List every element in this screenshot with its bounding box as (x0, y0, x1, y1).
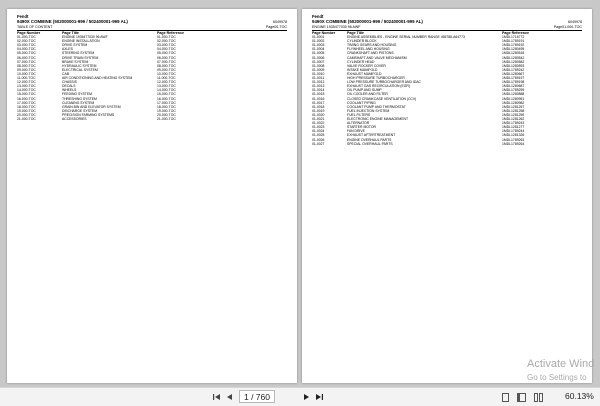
toc-page-reference: 15-000-TOC (157, 92, 176, 97)
col-header-page-number: Page Number (17, 30, 41, 35)
toc-page-number: 20-000-TOC (17, 112, 36, 117)
toc-page-number: 14-000-TOC (17, 88, 36, 93)
col-header-page-reference: Page Reference (157, 30, 184, 35)
toc-page-number: 11-000-TOC (17, 76, 36, 80)
page-brand: Fendt (312, 14, 324, 19)
col-header-page-number: Page Number (312, 30, 336, 35)
toc-page-title[interactable]: DISCHARGE SYSTEM (62, 108, 98, 113)
toc-page-number: 09-000-TOC (17, 67, 36, 72)
toc-page-reference: 1MDL1281326 (502, 133, 525, 138)
pdf-page-right (302, 9, 595, 383)
toc-page-title[interactable]: ENGINE 1935477030 96 AWF (62, 35, 108, 39)
toc-page-title[interactable]: ENGINE INSTALLATION (62, 39, 100, 44)
toc-page-title[interactable]: LOW PRESSURE TURBOCHARGER AND IDAC (347, 80, 421, 85)
page-number-input[interactable]: 1 / 760 (239, 390, 275, 403)
toc-page-number: 01-0001 (312, 35, 325, 39)
toc-page-number: 01-0004 (312, 47, 325, 52)
toc-page-number: 01-0011 (312, 76, 325, 80)
page-brand: Fendt (17, 14, 29, 19)
activation-watermark (527, 358, 594, 384)
toc-page-title[interactable]: ENGINE ASSEMBLIES - ENGINE SERIAL NUMBER RANGE 465788-A64773 (347, 35, 465, 39)
toc-page-number: 01-0019 (312, 108, 325, 113)
toc-page-number: 12-000-TOC (17, 80, 36, 85)
toc-page-number: 01-0008 (312, 63, 325, 68)
toc-page-title[interactable]: ENGINE OVERHAUL PARTS (347, 137, 392, 142)
toc-page-number: 01-0013 (312, 84, 325, 89)
toc-page-reference: 07-000-TOC (157, 59, 176, 64)
single-page-view-icon[interactable] (500, 391, 510, 403)
toc-page-title[interactable]: FEEDING SYSTEM (62, 92, 92, 97)
toc-page-reference: 16-000-TOC (157, 96, 176, 101)
last-page-icon[interactable] (314, 391, 324, 403)
toc-page-reference: 1MDL1789264 (502, 141, 525, 146)
toc-page-number: 01-0021 (312, 117, 325, 121)
toc-page-reference: 1MDL1281257 (502, 104, 525, 109)
toc-page-title[interactable]: CYLINDER HEAD (347, 59, 375, 64)
toc-page-title[interactable]: DECALS (62, 84, 76, 89)
page-subtitle: ENGINE 1935477030 96 AWF (312, 25, 361, 29)
toc-page-title[interactable]: CYLINDER BLOCK (347, 39, 377, 44)
toc-page-title[interactable]: EXHAUST MANIFOLD (347, 71, 382, 76)
toc-page-reference: 1MDL1280542 (502, 55, 525, 60)
toc-page-number: 06-000-TOC (17, 55, 36, 60)
toc-page-reference: 1MDL1789259 (502, 88, 525, 93)
toc-page-reference: 1MDL1280951 (502, 96, 525, 101)
toc-page-title[interactable]: SPECIAL OVERHAUL PARTS (347, 141, 393, 146)
toc-page-reference: 1MDL1716772 (502, 35, 525, 39)
watermark-subtitle: Go to Settings to (527, 373, 587, 382)
toc-page-title[interactable]: DRIVE SYSTEM (62, 43, 88, 48)
toc-page-reference: 1MDL1281262 (502, 117, 525, 121)
toc-page-reference: 04-000-TOC (157, 47, 176, 52)
toc-page-reference: 13-000-TOC (157, 84, 176, 89)
toc-page-title[interactable]: FUEL INJECTION SYSTEM (347, 108, 390, 113)
toc-page-title[interactable]: INTAKE MANIFOLD (347, 67, 378, 72)
col-header-page-title: Page Title (347, 30, 364, 35)
toc-page-reference: 1MDL1789244 (502, 129, 525, 134)
toc-page-title[interactable]: STEERING SYSTEM (62, 51, 95, 56)
toc-page-title[interactable]: THRESHING SYSTEM (62, 96, 97, 101)
toc-page-number: 01-0017 (312, 100, 325, 105)
toc-page-reference: 12-000-TOC (157, 80, 176, 85)
toc-page-number: 02-000-TOC (17, 39, 36, 44)
toc-page-number: 01-0010 (312, 71, 325, 76)
toc-page-title[interactable]: OIL COOLER AND FILTER (347, 92, 388, 97)
toc-page-title[interactable]: CAB (62, 71, 69, 76)
toc-page-number: 01-000-TOC (17, 35, 36, 39)
toc-page-title[interactable]: FAN DRIVE (347, 129, 365, 134)
toc-page-number: 01-0026 (312, 137, 325, 142)
toc-page-number: 01-0025 (312, 133, 325, 138)
toc-page-reference: 1MDL1280982 (502, 100, 525, 105)
toc-page-reference: 1MDL1280667 (502, 71, 525, 76)
toc-page-title[interactable]: EXHAUST GAS RECIRCULATION (EGR) (347, 84, 410, 89)
toc-page-reference: 1MDL1280593 (502, 63, 525, 68)
toc-page-reference: 1MDL1789243 (502, 121, 525, 126)
toc-page-reference: 1MDL1789191 (502, 39, 525, 44)
toc-page-number: 01-0018 (312, 104, 325, 109)
toc-page-reference: 02-000-TOC (157, 39, 176, 44)
toc-page-title[interactable]: ELECTRICAL SYSTEM (62, 67, 98, 72)
toc-page-reference: 1MDL1789242 (502, 67, 525, 72)
toc-page-title[interactable]: CHASSIS (62, 80, 77, 85)
toc-page-reference: 1MDL1280518 (502, 51, 525, 56)
toc-page-reference: 03-000-TOC (157, 43, 176, 48)
toc-page-title[interactable]: CLOSED CRANKCASE VENTILATION (CCV) (347, 96, 417, 101)
toc-page-number: 01-0007 (312, 59, 325, 64)
toc-page-reference: 20-000-TOC (157, 112, 176, 117)
toc-page-reference: 1MDL1281258 (502, 108, 525, 113)
doc-number: 6049978 (273, 20, 287, 24)
toc-page-number: 01-0016 (312, 96, 325, 101)
toc-page-number: 01-0020 (312, 112, 325, 117)
toc-page-reference: 1MDL1280495 (502, 47, 525, 52)
page-reference: Page01-000-TOC (553, 25, 582, 29)
toc-page-number: 01-0027 (312, 141, 325, 146)
continuous-view-icon[interactable] (516, 391, 526, 403)
toc-page-title[interactable]: CRANKSHAFT AND PISTONS (347, 51, 394, 56)
toc-page-reference: 19-000-TOC (157, 108, 176, 113)
toc-page-number: 01-0009 (312, 67, 325, 72)
toc-page-reference: 1MDL1281277 (502, 125, 525, 130)
toc-page-title[interactable]: ALTERNATOR (347, 121, 370, 126)
toc-page-number: 01-0024 (312, 129, 325, 134)
toc-page-reference: 1MDL1280582 (502, 59, 525, 64)
toc-page-reference: 1MDL1281259 (502, 112, 525, 117)
next-page-icon[interactable] (301, 391, 311, 403)
toc-page-reference: 06-000-TOC (157, 55, 176, 60)
toc-page-reference: 08-000-TOC (157, 63, 176, 68)
toc-page-number: 10-000-TOC (17, 71, 36, 76)
toc-page-title[interactable]: GRAIN BIN AND ELEVATOR SYSTEM (62, 104, 121, 109)
pdf-page-left (7, 9, 297, 383)
toc-page-title[interactable]: AXLES (62, 47, 73, 52)
toc-page-title[interactable]: VALVE ROCKER COVER (347, 63, 386, 68)
col-header-page-reference: Page Reference (502, 30, 529, 35)
toc-page-reference: 1MDL1789192 (502, 43, 525, 48)
toc-page-reference: 14-000-TOC (157, 88, 176, 93)
toc-page-number: 01-0012 (312, 80, 325, 85)
toc-page-number: 01-0006 (312, 55, 325, 60)
toc-page-reference: 09-000-TOC (157, 67, 176, 72)
toc-page-title[interactable]: HIGH PRESSURE TURBOCHARGER (347, 76, 405, 80)
toc-page-number: 18-000-TOC (17, 104, 36, 109)
toc-page-title[interactable]: WHEELS (62, 88, 77, 93)
toc-page-reference: 21-000-TOC (157, 117, 176, 121)
toc-page-title[interactable]: CLEANING SYSTEM (62, 100, 95, 105)
toc-page-number: 03-000-TOC (17, 43, 36, 48)
doc-number: 6049978 (568, 20, 582, 24)
toc-page-number: 01-0005 (312, 51, 325, 56)
toc-page-title[interactable]: DRIVE TRAIN SYSTEM (62, 55, 99, 60)
header-divider (17, 30, 287, 31)
toc-page-reference: 01-000-TOC (157, 35, 176, 39)
viewer-toolbar (0, 387, 600, 406)
page-subtitle: TABLE OF CONTENT (17, 25, 53, 29)
toc-page-reference: 18-000-TOC (157, 104, 176, 109)
toc-page-reference: 17-000-TOC (157, 100, 176, 105)
first-page-icon[interactable] (212, 391, 222, 403)
toc-page-title[interactable]: TIMING GEARS AND HOUSING (347, 43, 397, 48)
toc-page-number: 04-000-TOC (17, 47, 36, 52)
page-title: 9490X COMBINE (502000001-999 / 502400001-999 AL) (312, 19, 423, 24)
col-header-page-title: Page Title (62, 30, 79, 35)
toc-page-title[interactable]: COOLANT PUMP AND THERMOSTAT (347, 104, 406, 109)
toc-page-title[interactable]: FLYWHEEL AND HOUSING (347, 47, 390, 52)
previous-page-icon[interactable] (225, 391, 235, 403)
toc-page-title[interactable]: ELECTRONIC ENGINE MANAGEMENT (347, 117, 409, 121)
zoom-level[interactable]: 60.13% (565, 391, 594, 401)
toc-page-reference: 1MDL1280888 (502, 92, 525, 97)
toc-page-number: 01-0002 (312, 39, 325, 44)
page-title: 9490X COMBINE (502000001-999 / 502400001-999 AL) (17, 19, 128, 24)
toc-page-title[interactable]: PRECISION FARMING SYSTEMS (62, 112, 115, 117)
toc-page-reference: 11-000-TOC (157, 76, 176, 80)
toc-page-number: 01-0003 (312, 43, 325, 48)
toc-page-number: 13-000-TOC (17, 84, 36, 89)
toc-page-title[interactable]: AIR CONDITIONING AND HEATING SYSTEM (62, 76, 133, 80)
toc-page-title[interactable]: FUEL FILTERS (347, 112, 371, 117)
toc-page-reference: 1MDL1789198 (502, 80, 525, 85)
toc-page-title[interactable]: ACCESSORIES (62, 117, 87, 121)
toc-page-number: 17-000-TOC (17, 100, 36, 105)
toc-page-title[interactable]: COOLANT PIPING (347, 100, 376, 105)
toc-page-number: 21-000-TOC (17, 117, 36, 121)
toc-page-reference: 1MDL1280687 (502, 84, 525, 89)
toc-page-number: 15-000-TOC (17, 92, 36, 97)
toc-page-number: 01-0022 (312, 121, 325, 126)
toc-page-title[interactable]: BRAKE SYSTEM (62, 59, 89, 64)
watermark-title: Activate Wind (527, 358, 595, 370)
toc-page-number: 19-000-TOC (17, 108, 36, 113)
toc-page-title[interactable]: EXHAUST AFTERTREATMENT (347, 133, 396, 138)
toc-page-reference: 1MDL1789263 (502, 137, 525, 142)
toc-page-reference: 05-000-TOC (157, 51, 176, 56)
toc-page-title[interactable]: CAMSHAFT AND VALVE MECHANISM (347, 55, 407, 60)
toc-page-number: 01-0014 (312, 88, 325, 93)
toc-page-number: 07-000-TOC (17, 59, 36, 64)
toc-page-number: 01-0023 (312, 125, 325, 130)
toc-page-reference: 1MDL1789197 (502, 76, 525, 80)
toc-page-title[interactable]: OIL PUMP AND SUMP (347, 88, 382, 93)
toc-page-reference: 10-000-TOC (157, 71, 176, 76)
toc-page-title[interactable]: HYDRAULIC SYSTEM (62, 63, 97, 68)
toc-page-number: 01-0015 (312, 92, 325, 97)
toc-page-number: 08-000-TOC (17, 63, 36, 68)
toc-page-title[interactable]: STARTER MOTOR (347, 125, 377, 130)
two-page-view-icon[interactable] (532, 391, 544, 403)
toc-page-number: 16-000-TOC (17, 96, 36, 101)
toc-page-number: 05-000-TOC (17, 51, 36, 56)
page-reference: Page00-TOC (265, 25, 287, 29)
